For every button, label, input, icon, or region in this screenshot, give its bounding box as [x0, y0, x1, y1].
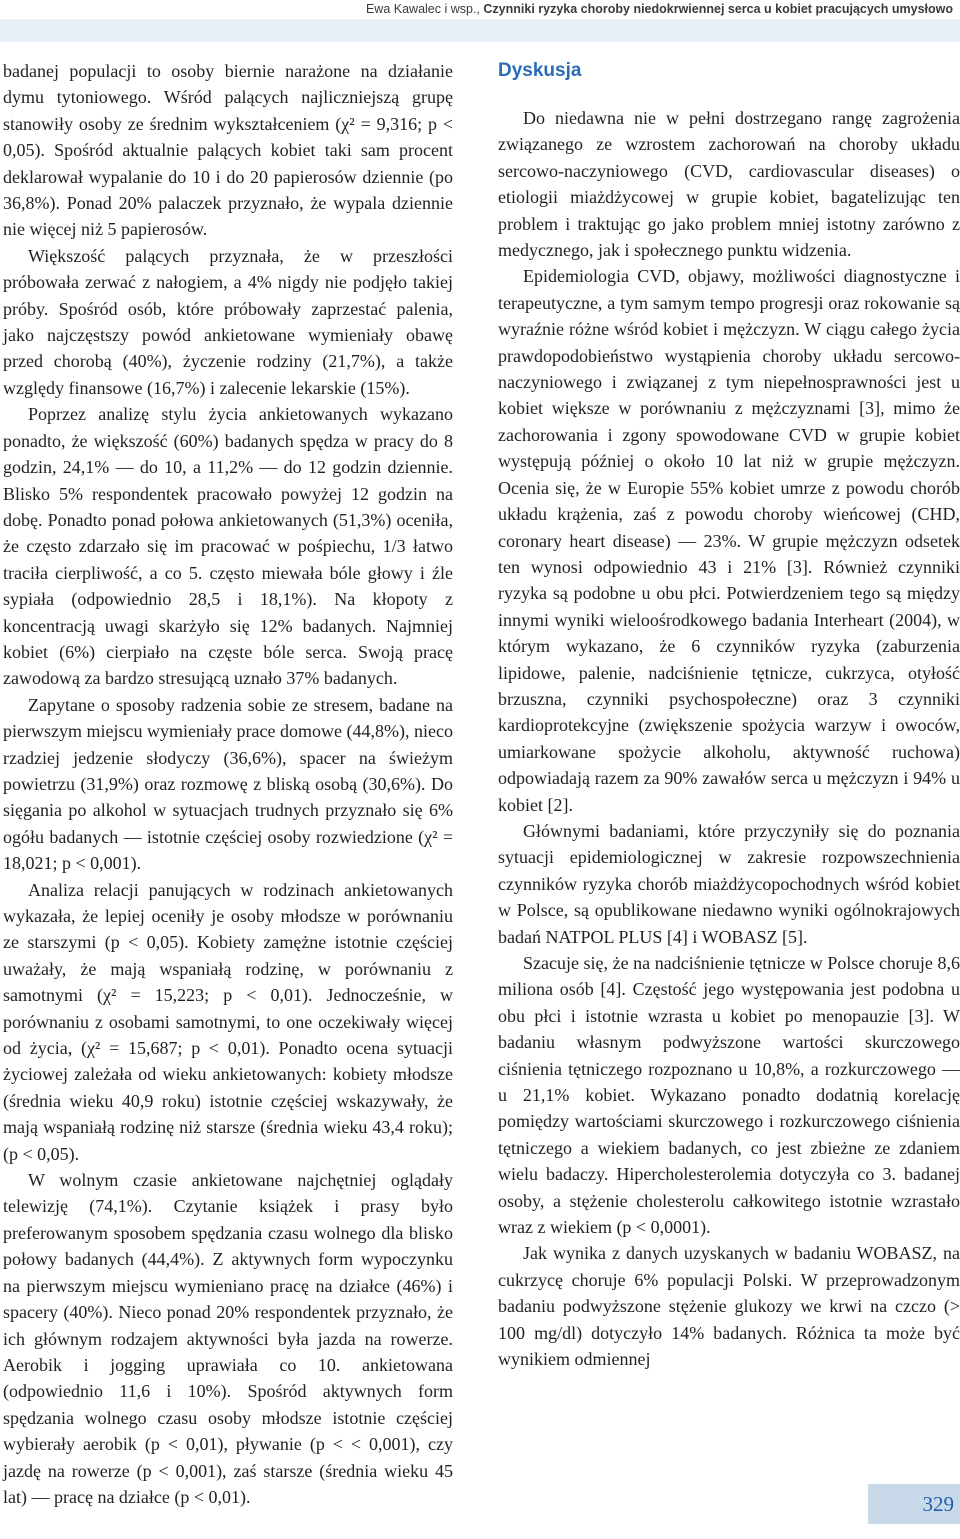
section-title: Dyskusja — [498, 60, 582, 81]
paragraph: Głównymi badaniami, które przyczyniły się do poznania sytuacji epidemiologicznej w zakresie rozpowszechnienia czynników ryzyka chorób miażdżycopochodnych wśród kobiet w Polsce, są opublikowane niedawno wyniki ogólnokrajowych badań NATPOL PLUS [4] i WOBASZ [5]. — [498, 820, 960, 947]
paragraph: Szacuje się, że na nadciśnienie tętnicze w Polsce choruje 8,6 miliona osób [4]. Częstość jego występowania jest podobna u obu płci i istotnie wzrasta u kobiet po menopauzie [3]. W badaniu własnym podwyższone wartości skurczowego ciśnienia tętniczego rozpoznano u 10,8%, a rozkurczowego — u 21,1% kobiet. Wykazano ponadto dodatnią korelację pomiędzy wartościami skurczowego i rozkurczowego ciśnienia tętniczego a wiekiem badanych, co jest zbieżne ze zdaniem wielu badaczy. Hipercholesterolemia dotyczyła co 3. badanej osoby, a stężenie cholesterolu całkowitego istotnie wzrastało wraz z wiekiem (p < 0,0001). — [498, 953, 960, 1238]
header-band — [0, 19, 960, 42]
running-head-title: Czynniki ryzyka choroby niedokrwiennej serca u kobiet pracujących umysłowo — [483, 2, 953, 16]
running-head — [366, 0, 953, 19]
paragraph: badanej populacji to osoby biernie narażone na działanie dymu tytoniowego. Wśród palących najliczniejszą grupę stanowiły osoby ze średnim wykształceniem (χ² = 9,316; p < 0,05). Spośród aktualnie palących kobiet taki sam procent deklarował wypalanie do 10 i do 20 papierosów dziennie (po 36,8%). Ponad 20% palaczek przyznało, że wypala dziennie nie więcej niż 5 papierosów. — [3, 61, 453, 240]
paragraph: Zapytane o sposoby radzenia sobie ze stresem, badane na pierwszym miejscu wymieniały prace domowe (44,8%), nieco rzadziej jedzenie słodyczy (36,6%), spacer na świeżym powietrzu (31,9%) oraz rozmowę z bliską osobą (30,6%). Do sięgania po alkohol w sytuacjach trudnych przyznało się 6% ogółu badanych — istotnie częściej osoby rozwiedzione (χ² = 18,021; p < 0,001). — [3, 694, 453, 874]
page-number: 329 — [922, 1492, 954, 1516]
right-column — [498, 58, 960, 1373]
paragraph: Jak wynika z danych uzyskanych w badaniu WOBASZ, na cukrzycę choruje 6% populacji Polski. W przeprowadzonym badaniu podwyższone stężenie glukozy we krwi na czczo (> 100 mg/dl) dotyczyło 14% badanych. Różnica ta może być wynikiem odmiennej — [498, 1243, 960, 1370]
paragraph: Większość palących przyznała, że w przeszłości próbowała zerwać z nałogiem, a 4% nigdy nie podjęło takiej próby. Spośród osób, które próbowały zaprzestać palenia, jako najczęstszy powód ankietowane wymieniały obawę przed chorobą (40%), życzenie rodziny (21,7%), a także względy finansowe (16,7%) i zalecenie lekarskie (15%). — [3, 245, 453, 398]
paragraph: Epidemiologia CVD, objawy, możliwości diagnostyczne i terapeutyczne, a tym samym tempo progresji oraz rokowanie są wyraźnie różne wśród kobiet i mężczyzn. W ciągu całego życia prawdopodobieństwo wystąpienia choroby układu sercowo-naczyniowego i związanej z tym niepełnosprawności jest u kobiet większe w porównaniu z mężczyznami [3], mimo że zachorowania i zgony spowodowane CVD w grupie kobiet występują później o około 10 lat niż w grupie mężczyzn. Ocenia się, że w Europie 55% kobiet umrze z powodu chorób układu krążenia, zaś z powodu choroby wieńcowej (CHD, coronary heart disease) — 23%. W grupie mężczyzn odsetek ten wynosi odpowiednio 43 i 21% [3]. Również czynniki ryzyka są podobne u obu płci. Potwierdzeniem tego są między innymi wyniki wieloośrodkowego badania Interheart (2004), w którym wykazano, że 6 czynników ryzyka (zaburzenia lipidowe, palenie, nadciśnienie tętnicze, cukrzyca, otyłość brzuszna, czynniki psychospołeczne) oraz 3 czynniki kardioprotekcyjne (zwiększenie spożycia warzyw i owoców, umiarkowane spożycie alkoholu, aktywność ruchowa) odpowiadają razem za 90% zawałów serca u mężczyzn i 94% u kobiet [2]. — [498, 266, 960, 815]
paragraph: Poprzez analizę stylu życia ankietowanych wykazano ponadto, że większość (60%) badanych spędza w pracy do 8 godzin, 24,1% — do 10, a 11,2% — do 12 godzin dziennie. Blisko 5% respondentek pracowało powyżej 12 godzin na dobę. Ponadto ponad połowa ankietowanych (51,3%) oceniła, że często zdarzało się im pracować w pośpiechu, 1/3 łatwo traciła cierpliwość, a co 5. często miewała bóle głowy i źle sypiała (odpowiednio 28,5 i 18,1%). Na kłopoty z koncentracją uwagi skarżyło się 12% badanych. Najmniej kobiet (6%) cierpiało na częste bóle serca. Swoją pracę zawodową za bardzo stresującą uznało 37% badanych. — [3, 404, 453, 689]
paragraph: W wolnym czasie ankietowane najchętniej oglądały telewizję (74,1%). Czytanie książek i prasy było preferowanym sposobem spędzania czasu wolnego dla blisko połowy badanych (44,4%). Z aktywnych form wypoczynku na pierwszym miejscu wymieniano pracę na działce (46%) i spacery (40%). Nieco ponad 20% respondentek przyznało, że ich głównym rodzajem aktywności była jazda na rowerze. Aerobik i jogging uprawiała co 10. ankietowana (odpowiednio 11,6 i 10%). Spośród aktywnych form spędzania wolnego czasu osoby młodsze istotnie częściej wybierały aerobik (p < 0,01), pływanie (p < < 0,001), czy jazdę na rowerze (p < 0,001), zaś starsze (średnia wieku 45 lat) — pracę na działce (p < 0,01). — [3, 1170, 453, 1507]
running-head-authors: Ewa Kawalec i wsp., — [365, 2, 480, 16]
paragraph: Analiza relacji panujących w rodzinach ankietowanych wykazała, że lepiej oceniły je osoby młodsze w porównaniu ze starszymi (p < 0,05). Kobiety zamężne istotnie częściej uważały, że mają wspaniałą rodzinę, w porównaniu z samotnymi (χ² = 15,223; p < 0,01). Jednocześnie, w porównaniu z osobami samotnymi, to one oczekiwały więcej od życia, (χ² = 15,687; p < 0,01). Ponadto ocena sytuacji życiowej zależała od wieku ankietowanych: kobiety młodsze (średnia wieku 40,9 roku) istotnie częściej wskazywały, że mają wspaniałą rodzinę niż starsze (średnia wieku 43,4 roku); (p < 0,05). — [3, 879, 453, 1164]
left-column — [3, 58, 453, 1510]
paragraph: Do niedawna nie w pełni dostrzegano rangę zagrożenia związanego ze wzrostem zachorowań na choroby układu sercowo-naczyniowego (CVD, cardiovascular diseases) o etiologii miażdżycowej w grupie kobiet, bagatelizując ten problem i traktując go jako problem mniej istotny zarówno z medycznego, jak i społecznego punktu widzenia. — [498, 108, 960, 261]
